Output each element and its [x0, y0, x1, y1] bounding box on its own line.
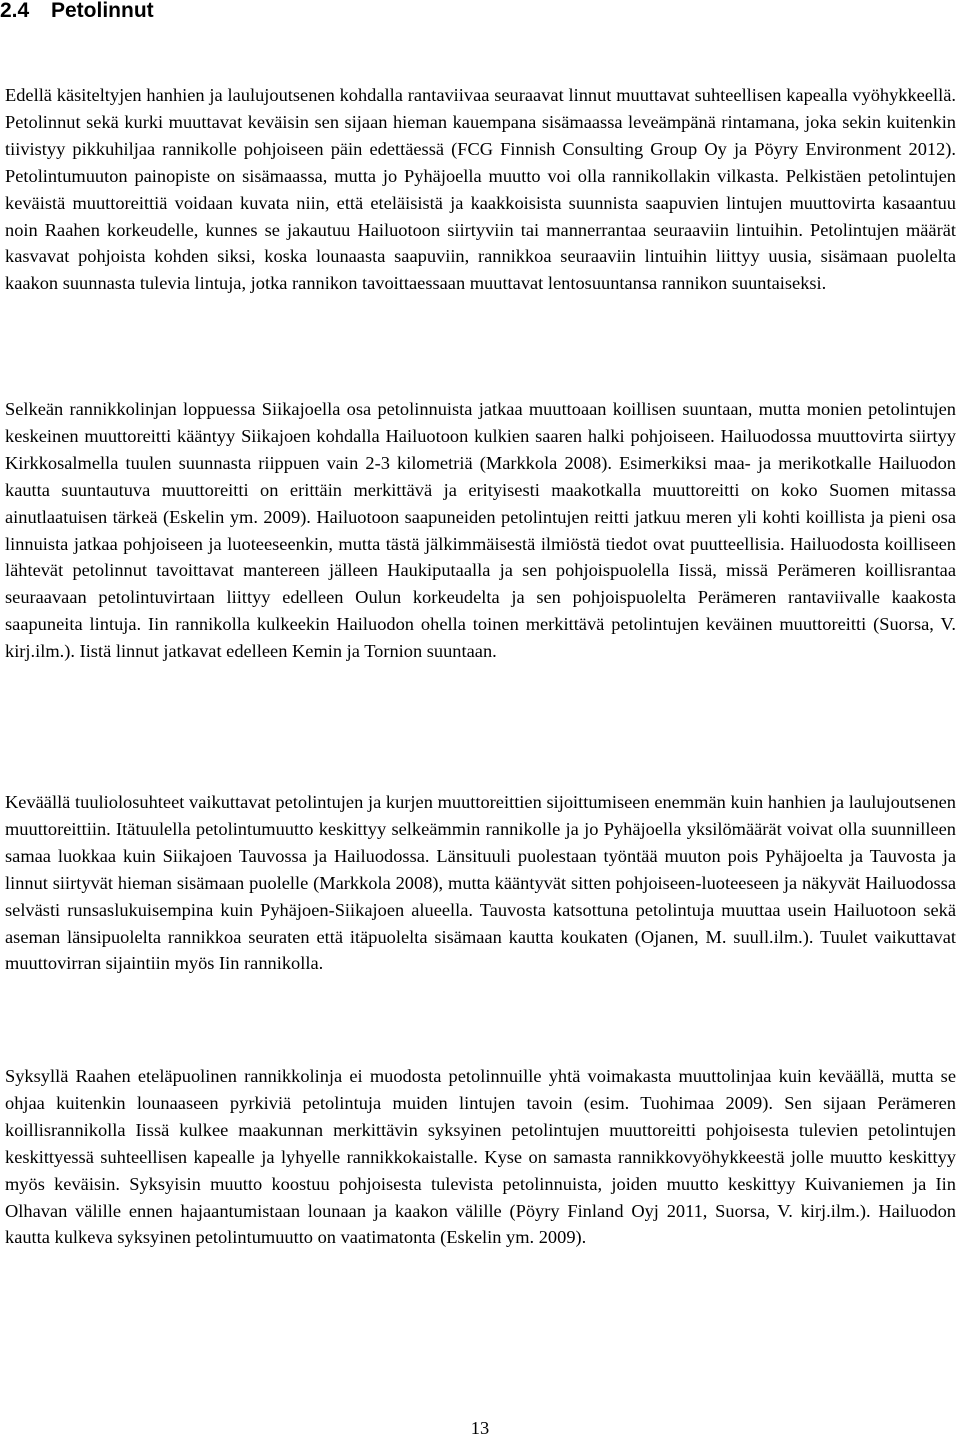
- paragraph-spring-migration: Edellä käsiteltyjen hanhien ja laulujoutsenen kohdalla rantaviivaa seuraavat linnut muuttavat suhteellisen kapealla vyöhykkeellä. Petolinnut sekä kurki muuttavat keväisin sen sijaan hieman kauempana sisämaassa leveämpänä rintamana, joka sekin kuitenkin tiivistyy pikkuhiljaa rannikolle pohjoiseen päin edettäessä (FCG Finnish Consulting Group Oy ja Pöyry Environment 2012). Petolintumuuton painopiste on sisämaassa, mutta jo Pyhäjoella muutto voi olla rannikollakin vilkasta. Pelkistäen petolintujen keväistä muuttoreittiä voidaan kuvata niin, että eteläisistä ja kaakkoisista suunnista saapuvien lintujen muuttovirta kasaantuu noin Raahen korkeudelle, kunnes se jakautuu Hailuotoon siirtyviin tai mannerrantaa seuraaviin lintuihin. Petolintujen määrät kasvavat pohjoista kohden siksi, koska lounaasta saapuviin, rannikkoa seuraaviin lintuihin liittyy uusia, sisämaan puolelta kaakon suunnasta tulevia lintuja, jotka rannikon tavoittaessaan muuttavat lentosuuntansa rannikon suuntaiseksi.: [5, 85, 956, 294]
- page-number: 13: [470, 1418, 490, 1438]
- paragraph-wind-conditions: Keväällä tuuliolosuhteet vaikuttavat petolintujen ja kurjen muuttoreittien sijoittumiseen enemmän kuin hanhien ja laulujoutsenen muuttoreittiin. Itätuulella petolintumuutto keskittyy selkeämmin rannikolle ja jo Pyhäjoella yksilömäärät voivat olla suunnilleen samaa luokkaa kuin Siikajoen Tauvossa ja Hailuodossa. Länsituuli puolestaan työntää muuton pois Pyhäjoelta ja Tauvosta ja linnut siirtyvät hieman sisämaan puolelle (Markkola 2008), mutta kääntyvät sitten pohjoiseen-luoteeseen ja näkyvät Hailuodossa selvästi runsaslukuisempina kuin Pyhäjoen-Siikajoen alueella. Tauvosta katsottuna petolintuja muuttaa usein Hailuotoon sekä aseman länsipuolelta rannikkoa seuraten että itäpuolelta sisämaan kautta koukaten (Ojanen, M. suull.ilm.). Tuulet vaikuttavat muuttovirran sijaintiin myös Iin rannikolla.: [5, 792, 956, 974]
- paragraph-hailuoto-route: Selkeän rannikkolinjan loppuessa Siikajoella osa petolinnuista jatkaa muuttoaan koillisen suuntaan, mutta monien petolintujen keskeinen muuttoreitti kääntyy Siikajoen kohdalla Hailuotoon kulkien saaren halki pohjoiseen. Hailuodossa muuttovirta siirtyy Kirkkosalmella tuulen suunnasta riippuen vain 2-3 kilometriä (Markkola 2008). Esimerkiksi maa- ja merikotkalle Hailuodon kautta suuntautuva muuttoreitti on erittäin merkittävä ja erityisesti maakotkalla muuttoreitti on koko Suomen mitassa ainutlaatuisen tärkeä (Eskelin ym. 2009). Hailuotoon saapuneiden petolintujen reitti jatkuu meren yli kohti koillista ja pieni osa linnuista jatkaa pohjoiseen ja luoteeseenkin, mutta tästä jälkimmäisestä ilmiöstä tiedot ovat puutteellisia. Hailuodosta koilliseen lähtevät petolinnut tavoittavat mantereen jälleen Haukiputaalla ja sen pohjoispuolella Iissä, missä Perämeren koillisrantaa seuraavaan petolintuvirtaan liittyy edelleen Oulun korkeudelta ja sen pohjoispuolelta Perämeren rantaviivalle kaakosta saapuneita lintuja. Iin rannikolla kulkeekin Hailuodon ohella toinen merkittävä petolintujen keväinen muuttoreitti (Suorsa, V. kirj.ilm.). Iistä linnut jatkavat edelleen Kemin ja Tornion suuntaan.: [5, 399, 956, 662]
- section-heading: [0, 0, 154, 26]
- section-title: Petolinnut: [51, 0, 154, 22]
- paragraph-autumn-migration: Syksyllä Raahen eteläpuolinen rannikkolinja ei muodosta petolinnuille yhtä voimakasta muuttolinjaa kuin keväällä, mutta se ohjaa kuitenkin lounaaseen pyrkiviä petolintuja muiden lintujen tavoin (esim. Tuohimaa 2009). Sen sijaan Perämeren koillisrannikolla Iissä kulkee maakunnan merkittävin syksyinen petolintujen muuttoreitti pohjoisesta tulevien petolintujen keskittyessä suhteellisen kapealle ja lyhyelle rannikkokaistalle. Kyse on samasta rannikkovyöhykkeestä jolle muutto keskittyy myös keväisin. Syksyisin muutto koostuu pohjoisesta tulevista petolinnuista, joiden muutto keskittyy Kuivaniemen ja Iin Olhavan välille ennen hajaantumistaan lounaan ja kaakon välille (Pöyry Finland Oyj 2011, Suorsa, V. kirj.ilm.). Hailuodon kautta kulkeva syksyinen petolintumuutto on vaatimatonta (Eskelin ym. 2009).: [5, 1066, 956, 1248]
- section-number: 2.4: [0, 0, 30, 22]
